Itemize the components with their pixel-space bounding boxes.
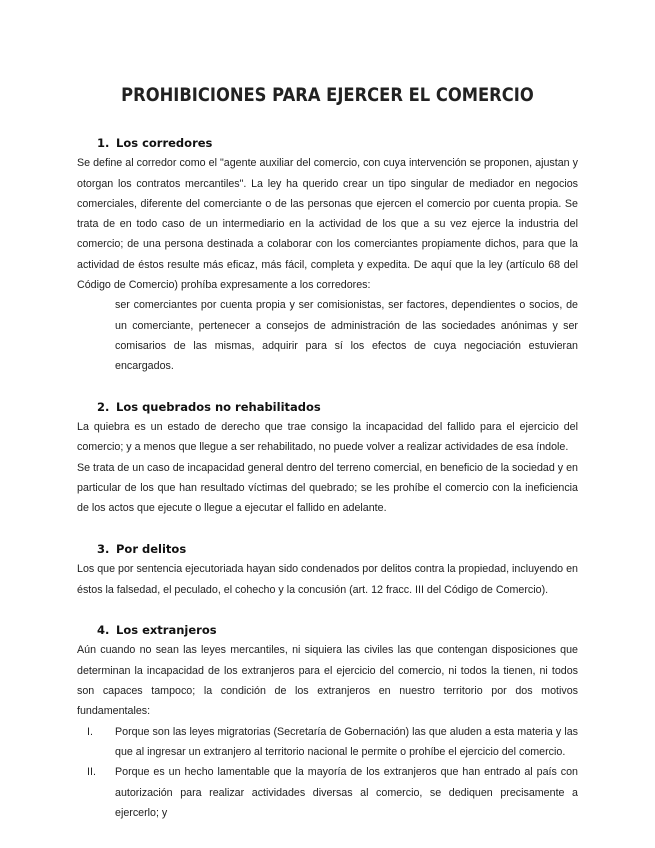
list-item-text: Porque es un hecho lamentable que la mayoría de los extranjeros que han entrado al país con autorización para realizar actividades diversas al comercio, se dediquen precisamente a ejercerlo; y [115,766,578,819]
section-number: 4. [97,623,110,638]
paragraph-corredores: Se define al corredor como el "agente auxiliar del comercio, con cuya intervención se proponen, ajustan y otorgan los contratos mercantiles". La ley ha querido crear un tipo singular de mediador en negocios comerciales, diferente del comerciante o de las personas que ejercen el comercio por cuenta propia. Se trata de en todo caso de un intermediario en la actividad de los que a su vez ejerce la industria del comercio; de una persona destinada a colaborar con los comerciantes propiamente dichos, para que la actividad de éstos resulte más eficaz, más fácil, completa y expedita. De aquí que la ley (artículo 68 del Código de Comercio) prohíba expresamente a los corredores: [77,157,578,292]
list-item [77,762,578,823]
quote-prohibiciones-corredores: ser comerciantes por cuenta propia y ser comisionistas, ser factores, dependientes o socios, de un comerciante, pertenecer a consejos de administración de las sociedades anónimas y ser comisarios de las mismas, adquirir para sí los efectos de cuya negociación estuvieran encargados. [115,299,578,373]
list-marker: I. [87,725,93,738]
paragraph-quiebra: La quiebra es un estado de derecho que trae consigo la incapacidad del fallido para el ejercicio del comercio; y a menos que llegue a ser rehabilitado, no puede volver a realizar actividades de esa índole. [77,421,578,454]
section-number: 1. [97,136,110,150]
list-item [77,722,578,763]
paragraph-incapacidad: Se trata de un caso de incapacidad general dentro del terreno comercial, en beneficio de la sociedad y en particular de los que han resultado víctimas del quebrado; se les prohíbe el comercio con la ineficiencia de los actos que ejecute o llegue a ejecutar el fallido en adelante. [77,461,578,515]
section-heading-extranjeros [77,620,578,640]
section-title: Los extranjeros [116,623,217,638]
section-title: Los quebrados no rehabilitados [116,399,321,414]
section-heading-corredores [77,133,578,153]
section-number: 2. [97,399,110,414]
section-heading-quebrados [77,397,578,417]
list-marker: II. [87,766,96,779]
paragraph-delitos: Los que por sentencia ejecutoriada hayan sido condenados por delitos contra la propiedad, incluyendo en éstos la falsedad, el peculado, el cohecho y la concusión (art. 12 fracc. III del Código de Comercio). [77,563,578,596]
section-heading-delitos [77,539,578,559]
section-title: Los corredores [116,136,213,150]
motivos-list [77,722,578,823]
section-number: 3. [97,541,110,556]
list-item-text: Porque son las leyes migratorias (Secretaría de Gobernación) las que aluden a esta materia y las que al ingresar un extranjero al territorio nacional le permite o prohíbe el ejercicio del comercio. [115,725,578,758]
section-title: Por delitos [116,541,187,556]
document-body [77,133,578,823]
page-title: PROHIBICIONES PARA EJERCER EL COMERCIO [121,84,534,106]
paragraph-extranjeros: Aún cuando no sean las leyes mercantiles, ni siquiera las civiles las que contengan disposiciones que determinan la incapacidad de los extranjeros para el ejercicio del comercio, ni todos la tienen, ni todos son capaces tampoco; la condición de los extranjeros en nuestro territorio por dos motivos fundamentales: [77,644,578,718]
